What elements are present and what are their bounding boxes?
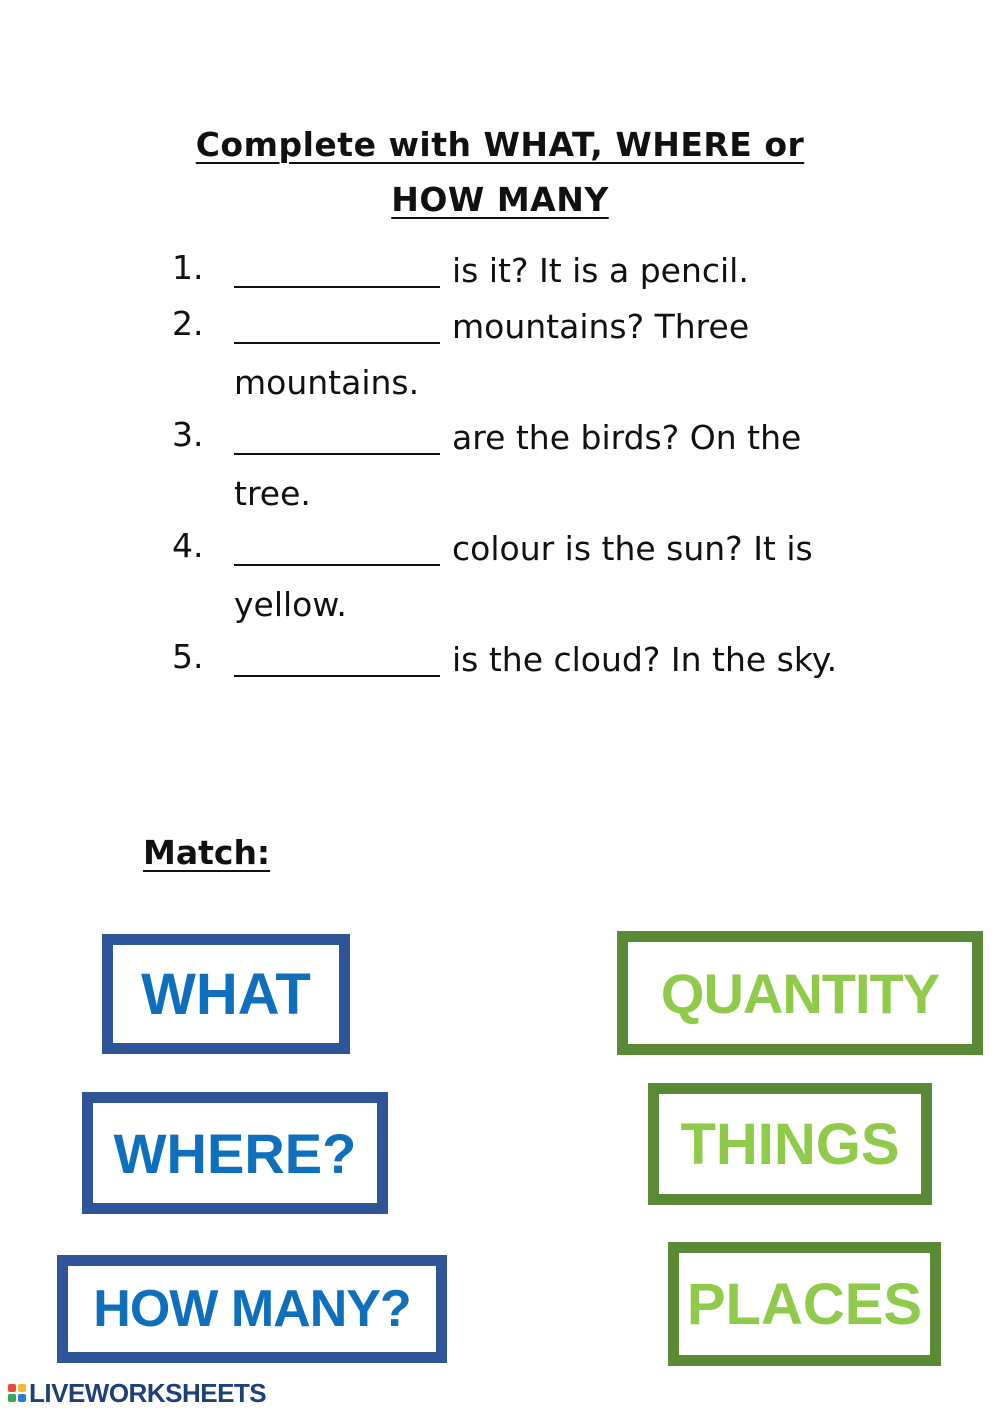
question-text: colour is the sun? It is yellow. bbox=[234, 529, 813, 624]
worksheet-title-line-2: HOW MANY bbox=[391, 180, 609, 219]
question-text: is it? It is a pencil. bbox=[452, 251, 749, 290]
question-text: is the cloud? In the sky. bbox=[452, 640, 838, 679]
question-text: are the birds? On the tree. bbox=[234, 418, 802, 513]
match-card-places[interactable]: PLACES bbox=[668, 1242, 941, 1366]
worksheet-title-line-1: Complete with WHAT, WHERE or bbox=[195, 125, 805, 164]
question-text: mountains? Three mountains. bbox=[234, 307, 750, 402]
answer-blank[interactable] bbox=[234, 413, 440, 455]
match-card-what[interactable]: WHAT bbox=[102, 934, 350, 1054]
question-number: 2. bbox=[172, 304, 204, 343]
brand-name: LIVEWORKSHEETS bbox=[29, 1377, 267, 1408]
answer-blank[interactable] bbox=[234, 524, 440, 566]
question-item bbox=[234, 243, 874, 299]
answer-blank[interactable] bbox=[234, 302, 440, 344]
match-card-where[interactable]: WHERE? bbox=[82, 1092, 388, 1214]
question-item bbox=[234, 521, 874, 633]
match-card-quantity[interactable]: QUANTITY bbox=[617, 931, 983, 1055]
answer-blank[interactable] bbox=[234, 246, 440, 288]
question-item bbox=[234, 299, 874, 411]
question-number: 5. bbox=[172, 637, 204, 676]
match-card-how-many[interactable]: HOW MANY? bbox=[57, 1255, 447, 1363]
question-number: 1. bbox=[172, 248, 204, 287]
answer-blank[interactable] bbox=[234, 635, 440, 677]
site-footer-logo[interactable] bbox=[8, 1378, 266, 1408]
liveworksheets-logo-icon bbox=[8, 1384, 26, 1402]
question-number: 3. bbox=[172, 415, 204, 454]
match-heading: Match: bbox=[143, 833, 271, 872]
question-item bbox=[234, 410, 874, 522]
question-number: 4. bbox=[172, 526, 204, 565]
match-card-things[interactable]: THINGS bbox=[648, 1083, 932, 1205]
question-item bbox=[234, 632, 874, 688]
